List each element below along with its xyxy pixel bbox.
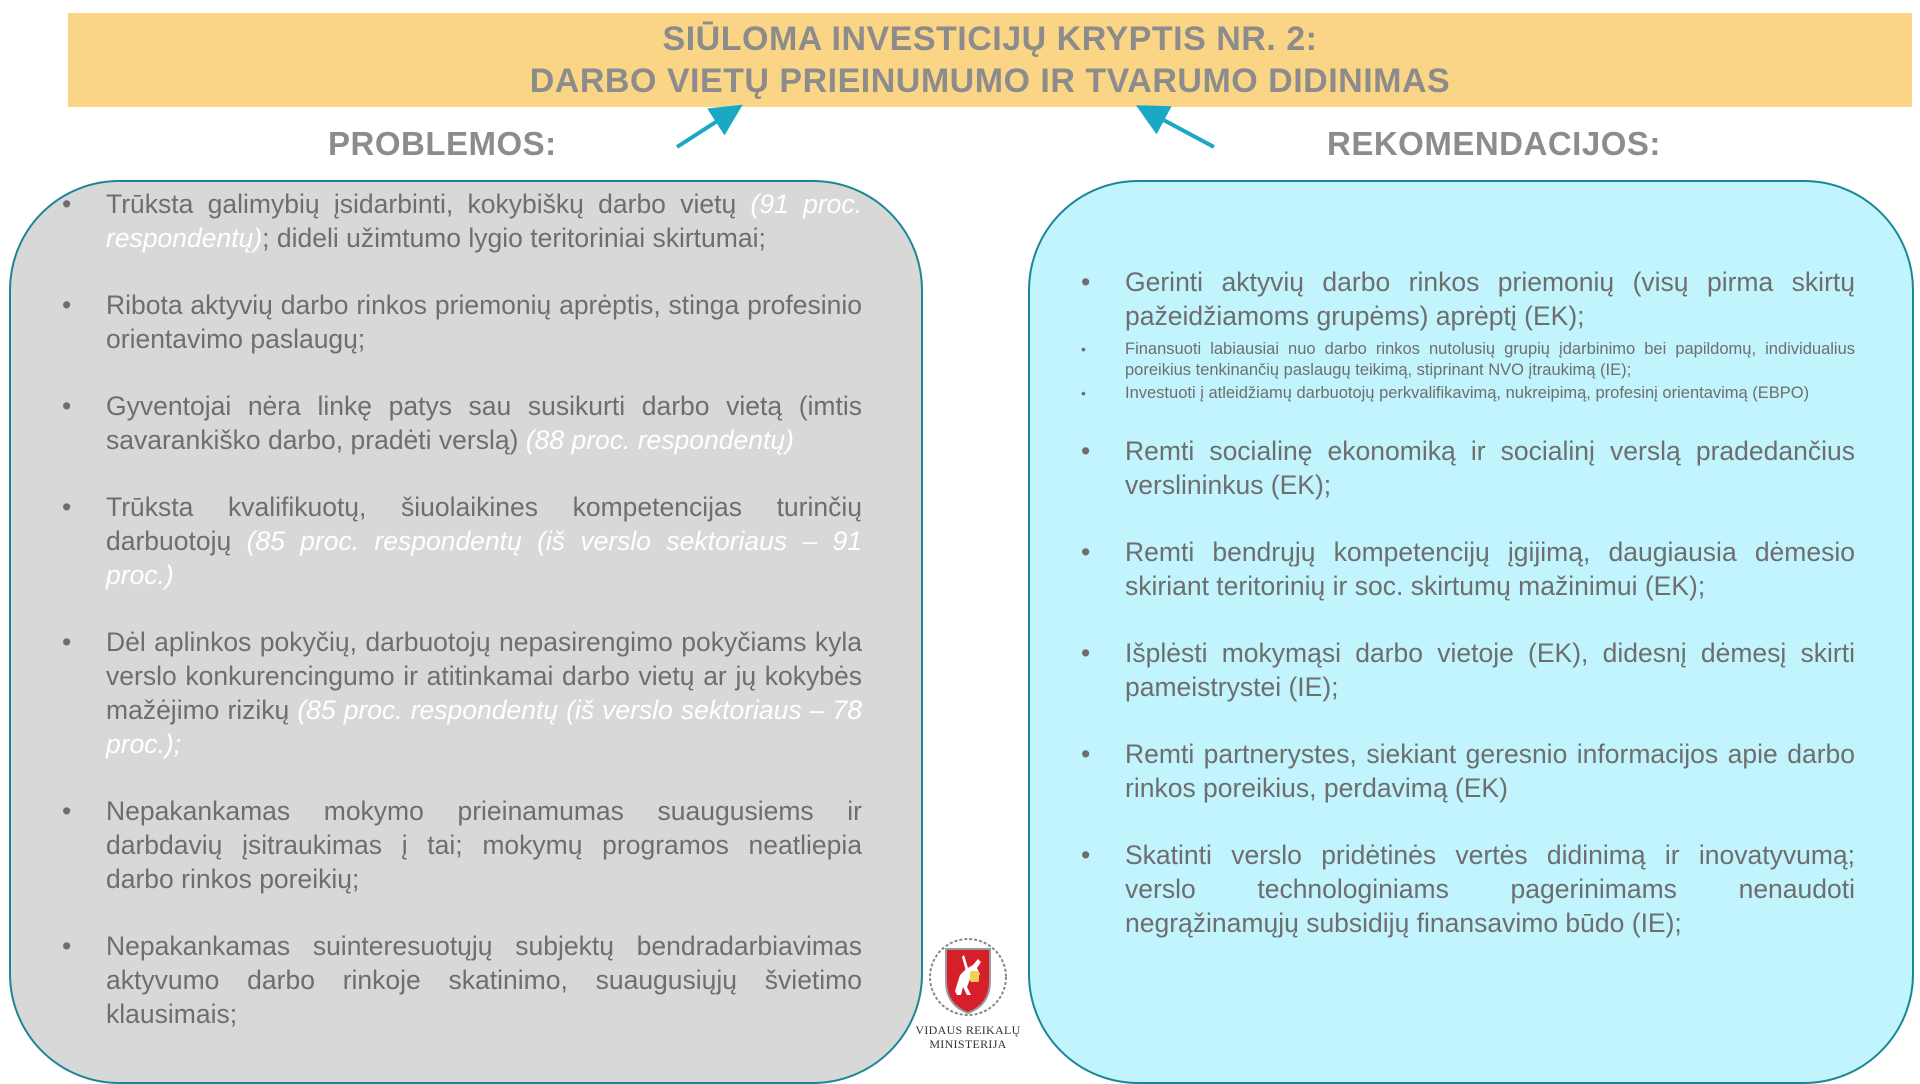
ministry-name: VIDAUS REIKALŲ MINISTERIJA (915, 1023, 1021, 1051)
bullet-icon: • (1081, 537, 1091, 567)
bullet-icon: • (1081, 840, 1091, 870)
right-arrow (1143, 109, 1214, 147)
bullet-icon: • (62, 931, 72, 961)
problem-item: • Ribota aktyvių darbo rinkos priemonių aprėptis, stinga profesinio orientavimo paslaugų; (62, 290, 862, 354)
bullet-icon: • (1081, 385, 1086, 401)
recommendation-item: • Išplėsti mokymąsi darbo vietoje (EK), didesnį dėmesį skirti pameistrystei (IE); (1081, 638, 1855, 702)
problem-item: • Nepakankamas suinteresuotųjų subjektų bendradarbiavimas aktyvumo darbo rinkoje skatinimo, suaugusiųjų švietimo klausimais; (62, 931, 862, 1029)
recommendation-item: • Remti bendrųjų kompetencijų įgijimą, daugiausia dėmesio skiriant teritorinių ir soc. skirtumų mažinimui (EK); (1081, 537, 1855, 601)
bullet-icon: • (62, 391, 72, 421)
problems-list (62, 187, 863, 1064)
bullet-icon: • (62, 492, 72, 522)
recommendations-list (1081, 265, 1855, 973)
recommendation-subitem: • Finansuoti labiausiai nuo darbo rinkos nutolusių grupių įdarbinimo bei papildomų, individualius poreikius tenkinančių paslaugų teikimą, stiprinant NVO įtraukimą (IE); (1081, 340, 1855, 379)
recommendation-subitem: • Investuoti į atleidžiamų darbuotojų perkvalifikavimą, nukreipimą, profesinį orientavimą (EBPO) (1081, 384, 1810, 402)
bullet-icon: • (1081, 739, 1091, 769)
bullet-icon: • (62, 189, 72, 219)
problems-heading: PROBLEMOS: (328, 125, 557, 162)
recommendation-item: • Remti socialinę ekonomiką ir socialinį verslą pradedančius verslininkus (EK); (1081, 436, 1855, 500)
ministry-logo (908, 935, 1028, 1065)
bullet-icon: • (1081, 267, 1091, 297)
bullet-icon: • (62, 796, 72, 826)
title-line-2: DARBO VIETŲ PRIEINUMUMO IR TVARUMO DIDINIMAS (529, 62, 1451, 100)
problem-item: • Gyventojai nėra linkę patys sau susikurti darbo vietą (imtis savarankiško darbo, pradėti verslą) (88 proc. respondentų) (62, 391, 862, 455)
recommendations-heading: REKOMENDACIJOS: (1327, 125, 1661, 162)
title-banner (68, 13, 1912, 107)
bullet-icon: • (62, 627, 72, 657)
bullet-icon: • (1081, 638, 1091, 668)
problem-item: • Dėl aplinkos pokyčių, darbuotojų nepasirengimo pokyčiams kyla verslo konkurencingumo ir atitinkamai darbo vietų ar jų kokybės mažėjimo rizikų (85 proc. respondentų (iš verslo sektoriaus – 78 proc.); (62, 627, 862, 759)
recommendation-item: • Skatinti verslo pridėtinės vertės didinimą ir inovatyvumą; verslo technologiniams pagerinimams nenaudoti negrąžinamųjų subsidijų finansavimo būdo (IE); (1081, 840, 1855, 938)
recommendation-item: • Remti partnerystes, siekiant geresnio informacijos apie darbo rinkos poreikius, perdavimą (EK) (1081, 739, 1855, 803)
bullet-icon: • (1081, 436, 1091, 466)
left-arrow (677, 109, 736, 147)
problem-item: • Trūksta galimybių įsidarbinti, kokybiškų darbo vietų (91 proc. respondentų); dideli užimtumo lygio teritoriniai skirtumai; (62, 189, 863, 253)
recommendation-item: • Gerinti aktyvių darbo rinkos priemonių (visų pirma skirtų pažeidžiamoms grupėms) aprėptį (EK); (1081, 267, 1855, 331)
coat-of-arms-icon (926, 935, 1010, 1019)
bullet-icon: • (1081, 341, 1086, 357)
title-line-1: SIŪLOMA INVESTICIJŲ KRYPTIS NR. 2: (662, 20, 1318, 58)
problem-item: • Trūksta kvalifikuotų, šiuolaikines kompetencijas turinčių darbuotojų (85 proc. respondentų (iš verslo sektoriaus – 91 proc.) (62, 492, 862, 590)
problem-item: • Nepakankamas mokymo prieinamumas suaugusiems ir darbdavių įsitraukimas į tai; mokymų programos neatliepia darbo rinkos poreikių; (62, 796, 862, 894)
bullet-icon: • (62, 290, 72, 320)
